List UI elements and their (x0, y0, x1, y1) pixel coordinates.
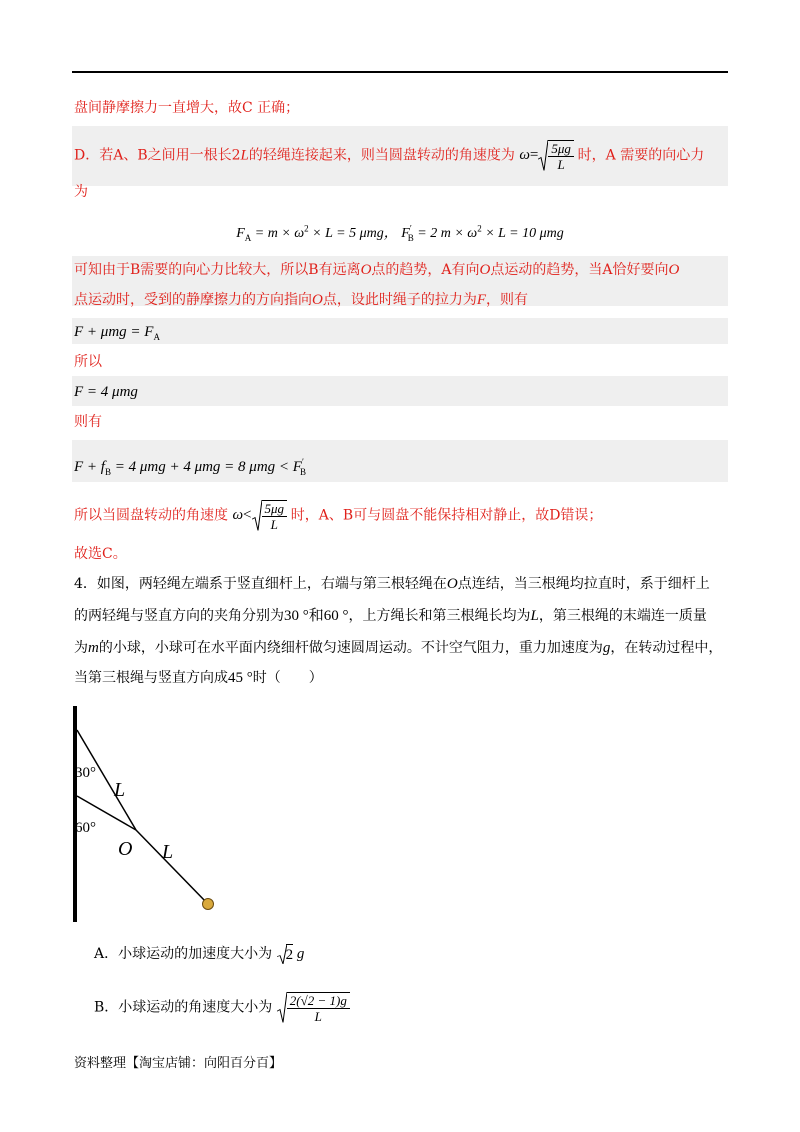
option-b: B．小球运动的角速度大小为 $\frac{2(√2 - 1)g}{L}$ (94, 992, 350, 1024)
footer-source: 资料整理【淘宝店铺：向阳百分百】 (74, 1056, 283, 1071)
angle-60-label: 60° (75, 820, 96, 836)
point-o-label: O (118, 838, 133, 860)
omega-limit: ω< $\frac{5\mu g}{L}$ (232, 507, 290, 523)
option-a: A．小球运动的加速度大小为 2 g (94, 946, 305, 964)
vertical-rod (73, 706, 77, 922)
equation-7: $F + \mu mg = F_A$ (74, 324, 160, 342)
solution-line-1: 盘间静摩擦力一直增大，故C 正确； (74, 100, 300, 116)
solution-line-6: 点运动时，受到的静摩擦力的方向指向O点，设此时绳子的拉力为F，则有 (74, 292, 529, 308)
question-line-1: 4．如图，两轻绳左端系于竖直细杆上，右端与第三根轻绳在O点连结，当三根绳均拉直时，系于细杆上 (74, 576, 710, 592)
solution-line-12: 所以当圆盘转动的角速度 ω< $\frac{5\mu g}{L}$ 时，A、B可与圆盘不能保持相对静止，故D错误； (74, 501, 603, 532)
solution-line-10: 则有 (74, 414, 102, 430)
angle-30-label: 30° (75, 765, 96, 781)
question-line-3: 为m的小球，小球可在水平面内绕细杆做匀速圆周运动。不计空气阻力，重力加速度为g，在转动过程中， (74, 640, 723, 656)
solution-line-3: 为 (74, 184, 88, 200)
length-label-upper: L (114, 779, 126, 801)
solution-line-5: 可知由于B需要的向心力比较大，所以B有远离O点的趋势，A有向O点运动的趋势，当A恰好要向O (74, 262, 680, 278)
question-line-2: 的两轻绳与竖直方向的夹角分别为30 °和60 °，上方绳长和第三根绳长均为L，第三根绳的末端连一质量 (74, 608, 707, 624)
solution-line-2: D．若A、B之间用一根长2L的轻绳连接起来，则当圆盘转动的角速度为 ω= $\frac{5\mu g}{L}$ 时，A 需要的向心力 (74, 141, 705, 172)
length-label-lower: L (162, 841, 174, 863)
solution-line-13: 故选C。 (74, 546, 127, 562)
omega-condition: ω= $\frac{5\mu g}{L}$ (519, 147, 577, 163)
shade-band-4 (72, 376, 728, 406)
force-equation: $F_A = m \times \omega^2 \times L = 5$ μmg， $F'_B = 2$ $m \times \omega^2 \times L = 10$ μmg (236, 223, 564, 243)
header-rule (72, 71, 728, 73)
shade-band-3 (72, 318, 728, 344)
ball (203, 899, 214, 910)
equation-11: $F + f_B = 4$ μmg + 4 μmg = 8 $\mu mg < F'_B$ (74, 457, 306, 477)
solution-line-8: 所以 (74, 354, 102, 370)
question-line-4: 当第三根绳与竖直方向成45 °时（ ） (74, 670, 323, 686)
equation-9: F = 4 μmg (74, 384, 138, 400)
pendulum-diagram (60, 700, 230, 925)
